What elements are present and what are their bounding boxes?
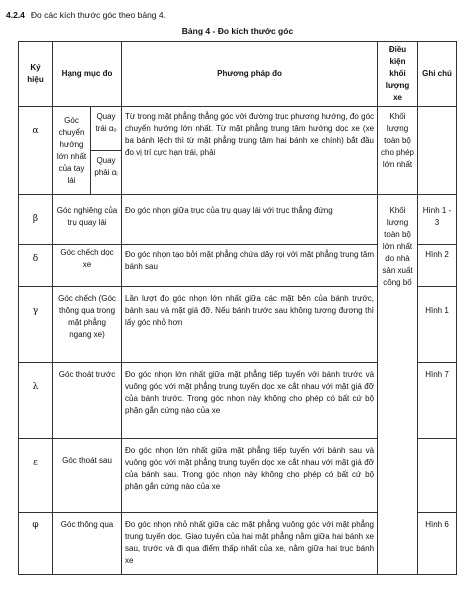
row-item: Góc thoát trước	[53, 363, 122, 439]
row-item: Góc chuyển hướng lớn nhất của tay lái	[53, 107, 91, 195]
header-row	[19, 42, 457, 107]
row-condition: Khối lượng toàn bộ lớn nhất do nhà sản xuất công bố	[378, 195, 418, 575]
row-item: Góc thoát sau	[53, 439, 122, 513]
angle-measurement-table	[18, 41, 457, 575]
row-condition: Khối lượng toàn bộ cho phép lớn nhất	[378, 107, 418, 195]
row-method: Đo góc nhọn giữa trục của trụ quay lái với trục thẳng đứng	[122, 195, 378, 245]
header-condition: Điều kiện khối lượng xe	[378, 42, 418, 107]
row-symbol: α	[19, 107, 53, 195]
row-item: Góc thông qua	[53, 513, 122, 575]
row-method: Đo góc nhọn lớn nhất giữa mặt phẳng tiếp tuyến với bánh sau và vuông góc với mặt phẳng trung tuyến dọc xe cắt nhau với mặt giá đỡ của bánh sau. Trong góc nhọn này không cho phép có bất cứ bộ phận gắn cứng nào của xe	[122, 439, 378, 513]
row-symbol: β	[19, 195, 53, 245]
row-item: Góc chếch (Góc thông qua trong mặt phẳng ngang xe)	[53, 287, 122, 363]
row-method: Đo góc nhọn tạo bởi mặt phẳng chứa dây rọi với mặt phẳng trung tâm bánh sau	[122, 245, 378, 287]
table-row	[19, 107, 457, 151]
table-row	[19, 195, 457, 245]
row-item: Góc nghiêng của trụ quay lái	[53, 195, 122, 245]
row-note: Hình 6	[418, 513, 457, 575]
table-caption: Bảng 4 - Đo kích thước góc	[181, 26, 294, 36]
row-note: Hình 2	[418, 245, 457, 287]
row-note	[418, 107, 457, 195]
row-symbol: φ	[19, 513, 53, 575]
row-symbol: ε	[19, 439, 53, 513]
row-method: Đo góc nhọn lớn nhất giữa mặt phẳng tiếp tuyến với bánh trước và vuông góc với mặt phẳng trung tuyến dọc xe cắt nhau với mặt giá đỡ của bánh trước. Trong góc nhọn này không cho phép có bất cứ bộ phận gắn cứng nào của xe	[122, 363, 378, 439]
row-note: Hình 7	[418, 363, 457, 439]
row-sub-left: Quay trái αₒ	[91, 107, 122, 151]
row-item: Góc chếch dọc xe	[53, 245, 122, 287]
row-sub-right: Quay phải αᵢ	[91, 151, 122, 195]
row-note: Hình 1	[418, 287, 457, 363]
row-method: Lần lượt đo góc nhọn lớn nhất giữa các mặt bên của bánh trước, bánh sau và mặt giá đỡ. Nếu bánh trước sau không tương đương thì lấy góc nhỏ hơn	[122, 287, 378, 363]
header-item: Hạng mục đo	[53, 42, 122, 107]
row-note	[418, 439, 457, 513]
row-note: Hình 1 - 3	[418, 195, 457, 245]
section-number: 4.2.4	[6, 10, 25, 20]
section-text: Đo các kích thước góc theo bảng 4.	[30, 10, 166, 20]
row-symbol: γ	[19, 287, 53, 363]
row-symbol: δ	[19, 245, 53, 287]
header-symbol: Ký hiệu	[19, 42, 53, 107]
header-note: Ghi chú	[418, 42, 457, 107]
row-symbol: λ	[19, 363, 53, 439]
section-heading	[6, 10, 166, 20]
header-method: Phương pháp đo	[122, 42, 378, 107]
row-method: Đo góc nhọn nhỏ nhất giữa các mặt phẳng vuông góc với mặt phẳng trung tuyến dọc. Giao tuyến của hai mặt phẳng nằm giữa hai bánh xe sau, trước và đi qua điểm thấp nhất của xe, nằm giữa hai trục bánh xe	[122, 513, 378, 575]
row-method: Từ trong mặt phẳng thẳng góc với đường trục phương hướng, đo góc chuyển hướng lớn nhất. Từ mặt phẳng trung tâm hướng dọc xe (xe ba bánh lệch thì từ mặt phẳng trung tâm hai bánh xe chính) bắt đầu đo vị trí cực hạn trái, phải	[122, 107, 378, 195]
